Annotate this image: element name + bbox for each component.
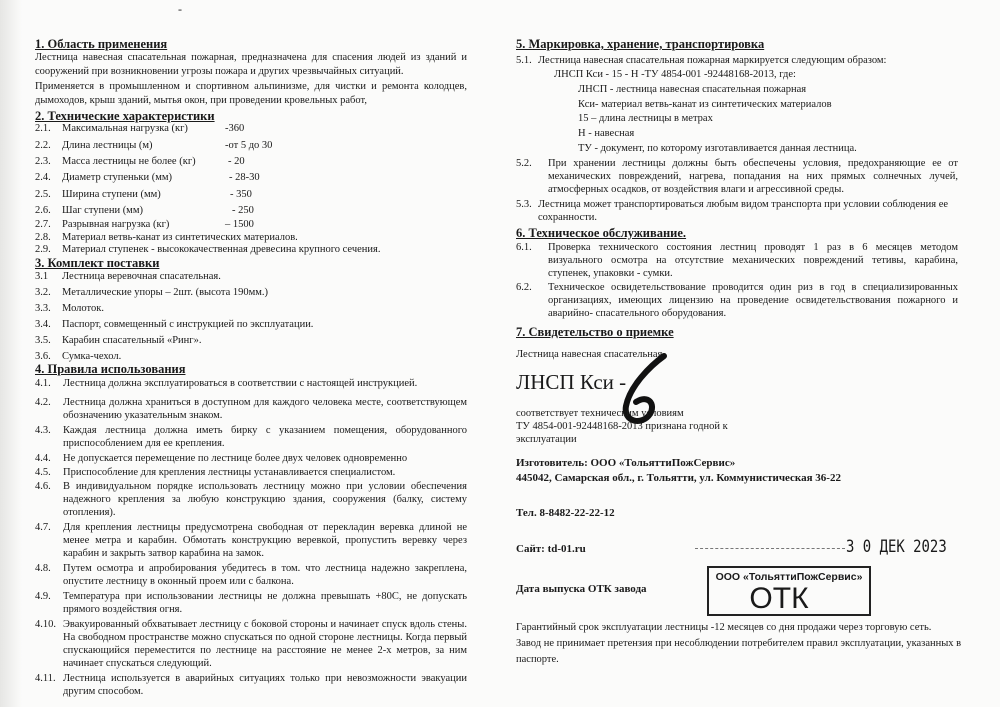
section-4-title: 4. Правила использования: [35, 362, 186, 376]
conformity-line: ТУ 4854-001-92448168-2013 признана годной к: [516, 421, 728, 432]
rule-item: [35, 480, 467, 519]
rule-item: [35, 466, 467, 479]
item-text: Лестница используется в аварийных ситуациях только при невозможности эвакуации другим способом.: [63, 673, 467, 697]
otk-stamp: [707, 566, 871, 616]
item-text: Материал ступенек - высококачественная древесина крупного сечения.: [62, 244, 381, 255]
item-text: Лестница может транспортироваться любым видом транспорта при условии соблюдения ее сохранности.: [538, 199, 949, 223]
transport-item: [516, 198, 958, 224]
section-3-title: 3. Комплект поставки: [35, 256, 160, 270]
item-text: Техническое освидетельствование проводится один риз в год в специализированных организациях, имеющих лицензию на проведение освидетельствования пожарного и аварийно- спасательного оборудования.: [548, 282, 958, 319]
spec-label: Разрывная нагрузка (кг): [62, 219, 170, 230]
marking-definition: 15 – длина лестницы в метрах: [578, 113, 713, 124]
item-text: Сумка-чехол.: [62, 351, 122, 362]
rule-item: [35, 396, 467, 422]
section-7-title: 7. Свидетельство о приемке: [516, 325, 674, 339]
spec-number: 2.7.: [35, 219, 51, 230]
item-text: Металлические упоры – 2шт. (высота 190мм.): [62, 287, 269, 298]
item-text: Температура при использовании лестницы не должна превышать +80С, не допускать прямого воздействия огня.: [63, 591, 467, 615]
rule-item: [35, 521, 467, 560]
maintenance-item: [516, 241, 958, 280]
spec-label: Ширина ступени (мм): [62, 189, 161, 200]
item-number: 4.10.: [35, 619, 56, 630]
date-stamp-line: [695, 548, 845, 549]
section-1-para-1: Лестница навесная спасательная пожарная, предназначена для спасения людей из зданий и сооружений при возникновении угрозы пожара и других чрезвычайных ситуаций.: [35, 52, 467, 77]
item-number: 3.6.: [35, 351, 51, 362]
item-number: 6.2.: [516, 282, 532, 293]
spec-value: - 28-30: [229, 172, 260, 183]
marking-definition: ЛНСП - лестница навесная спасательная пожарная: [578, 84, 807, 95]
item-number: 2.9.: [35, 244, 51, 255]
item-number: 3.3.: [35, 303, 51, 314]
item-number: 4.6.: [35, 481, 51, 492]
spec-label: Длина лестницы (м): [62, 140, 153, 151]
item-number: 5.2.: [516, 158, 532, 169]
release-date-label: Дата выпуска ОТК завода: [516, 583, 647, 595]
item-number: 5.1.: [516, 55, 532, 66]
item-number: 4.1.: [35, 378, 51, 389]
item-text: Лестница должна эксплуатироваться в соответствии с настоящей инструкцией.: [63, 378, 418, 389]
item-number: 3.4.: [35, 319, 51, 330]
item-text: При хранении лестницы должны быть обеспечены условия, предохраняющие ее от механических повреждений, нагрева, попадания на них прямых солнечных лучей, атмосферных осадков, от воздействия влаги и агрессивной среды.: [548, 158, 958, 195]
kit-item: [35, 286, 465, 299]
spec-number: 2.5.: [35, 189, 51, 200]
item-number: 4.7.: [35, 522, 51, 533]
item-text: Паспорт, совмещенный с инструкцией по эксплуатации.: [62, 319, 314, 330]
item-text: Лестница веревочная спасательная.: [62, 271, 221, 282]
section-1-para-2: Применяется в промышленном и спортивном альпинизме, для чистки и ремонта колодцев, дымоходов, крыш зданий, мытья окон, при проведении кровельных работ,: [35, 81, 467, 106]
item-number: 5.3.: [516, 199, 532, 210]
kit-item: [35, 318, 465, 331]
item-text: Лестница навесная спасательная пожарная маркируется следующим образом:: [538, 55, 887, 66]
item-text: Путем осмотра и апробирования убедитесь в том. что лестница надежно закреплена, опустите лестницу в оконный проем или с балкона.: [63, 563, 467, 587]
manufacturer: Изготовитель: ООО «ТольяттиПожСервис»: [516, 457, 736, 469]
item-number: 4.8.: [35, 563, 51, 574]
rule-item: [35, 618, 467, 670]
stamp-org: ООО «ТольяттиПожСервис»: [715, 571, 863, 583]
item-text: Материал ветвь-канат из синтетических материалов.: [62, 232, 298, 243]
scan-edge-shadow: [0, 0, 22, 707]
section-1-title: 1. Область применения: [35, 37, 168, 51]
product-model: ЛНСП Кси -: [516, 370, 627, 394]
section-5-title: 5. Маркировка, хранение, транспортировка: [516, 37, 765, 51]
phone: Тел. 8-8482-22-22-12: [516, 507, 615, 519]
rule-item: [35, 590, 467, 616]
spec-value: -от 5 до 30: [225, 140, 273, 151]
kit-item: [35, 334, 465, 347]
maintenance-item: [516, 281, 958, 320]
rule-item: [35, 452, 467, 465]
rule-item: [35, 672, 467, 698]
spec-number: 2.2.: [35, 140, 51, 151]
spec-item: [35, 243, 465, 256]
item-number: 4.5.: [35, 467, 51, 478]
marking-definition: ТУ - документ, по которому изготавливается данная лестница.: [578, 143, 857, 154]
stamp-mark: ОТК: [749, 582, 809, 615]
item-number: 4.2.: [35, 397, 51, 408]
kit-item: [35, 302, 465, 315]
conformity-text: [516, 407, 728, 446]
rule-item: [35, 424, 467, 450]
spec-value: – 1500: [225, 219, 254, 230]
spec-label: Максимальная нагрузка (кг): [62, 123, 188, 134]
section-6-title: 6. Техническое обслуживание.: [516, 226, 687, 240]
conformity-line: соответствует техническим условиям: [516, 408, 684, 419]
warranty-text: [516, 620, 966, 668]
spec-label: Шаг ступени (мм): [62, 205, 143, 216]
item-number: 4.11.: [35, 673, 56, 684]
item-number: 6.1.: [516, 242, 532, 253]
warranty-line: Гарантийный срок эксплуатации лестницы -12 месяцев со дня продажи через торговую сеть.: [516, 622, 932, 633]
item-text: Каждая лестница должна иметь бирку с указанием помещения, оборудованного приспособлением для ее крепления.: [63, 425, 467, 449]
spec-number: 2.4.: [35, 172, 51, 183]
claims-line: Завод не принимает претензия при несоблюдении потребителем правил эксплуатации, указанных в паспорте.: [516, 638, 962, 665]
kit-item: [35, 270, 465, 283]
date-stamp: 3 0 ДЕК 2023: [846, 537, 947, 557]
item-number: 4.3.: [35, 425, 51, 436]
item-text: Не допускается перемещение по лестнице более двух человек одновременно: [63, 453, 408, 464]
item-number: 3.2.: [35, 287, 51, 298]
item-text: Эвакуированный обхватывает лестницу с боковой стороны и начинает спуск вдоль стены. На свободном пространстве можно спускаться по одной стороне лестницы. Когда первый спускающийся переместится по лестнице на расстояние не менее 2-х метров, за ним начинает спускаться следующий.: [63, 619, 467, 669]
marking-item: [516, 54, 966, 67]
scan-mark: -: [178, 2, 182, 16]
spec-value: - 350: [230, 189, 252, 200]
item-number: 4.9.: [35, 591, 51, 602]
item-number: 2.8.: [35, 232, 51, 243]
marking-definition: Кси- материал ветвь-канат из синтетических материалов: [578, 99, 832, 110]
conformity-line: эксплуатации: [516, 434, 577, 445]
item-text: Проверка технического состояния лестниц проводят 1 раз в 6 месяцев методом визуального осмотра на отсутствие механических повреждений тетивы, карабина, ступенек, упаковки - сумки.: [548, 242, 958, 279]
storage-item: [516, 157, 958, 196]
website: Сайт: td-01.ru: [516, 543, 586, 555]
item-text: Карабин спасательный «Ринг».: [62, 335, 202, 346]
item-text: Для крепления лестницы предусмотрена свободная от перекладин веревка длиной не менее метра и карабин. Обмотать конструкцию веревкой, пропустить веревку через карабин и закрыть затвор карабина на замок.: [63, 522, 467, 559]
item-number: 3.5.: [35, 335, 51, 346]
item-text: Молоток.: [62, 303, 104, 314]
product-name: Лестница навесная спасательная: [516, 349, 663, 360]
rule-item: [35, 562, 467, 588]
manufacturer-address: 445042, Самарская обл., г. Тольятти, ул. Коммунистическая 36-22: [516, 472, 841, 484]
spec-number: 2.1.: [35, 123, 51, 134]
item-text: Приспособление для крепления лестницы устанавливается специалистом.: [63, 467, 396, 478]
marking-formula: ЛНСП Кси - 15 - Н -ТУ 4854-001 -92448168-2013, где:: [554, 69, 796, 80]
section-2-title: 2. Технические характеристики: [35, 109, 215, 123]
spec-value: - 250: [232, 205, 254, 216]
spec-label: Диаметр ступеньки (мм): [62, 172, 173, 183]
rule-item: [35, 377, 467, 390]
item-text: В индивидуальном порядке использовать лестницу можно при условии обеспечения надежного крепления за любую конструкцию здания, сооружения (балку, систему отопления).: [63, 481, 467, 518]
item-number: 3.1: [35, 271, 49, 282]
item-number: 4.4.: [35, 453, 51, 464]
marking-definition: Н - навесная: [578, 128, 635, 139]
item-text: Лестница должна храниться в доступном для каждого человека месте, соответствующем обозначению указательным знаком.: [63, 397, 467, 421]
spec-number: 2.6.: [35, 205, 51, 216]
spec-value: - 20: [228, 156, 245, 167]
spec-label: Масса лестницы не более (кг): [62, 156, 196, 167]
spec-value: -360: [225, 123, 245, 134]
spec-number: 2.3.: [35, 156, 51, 167]
